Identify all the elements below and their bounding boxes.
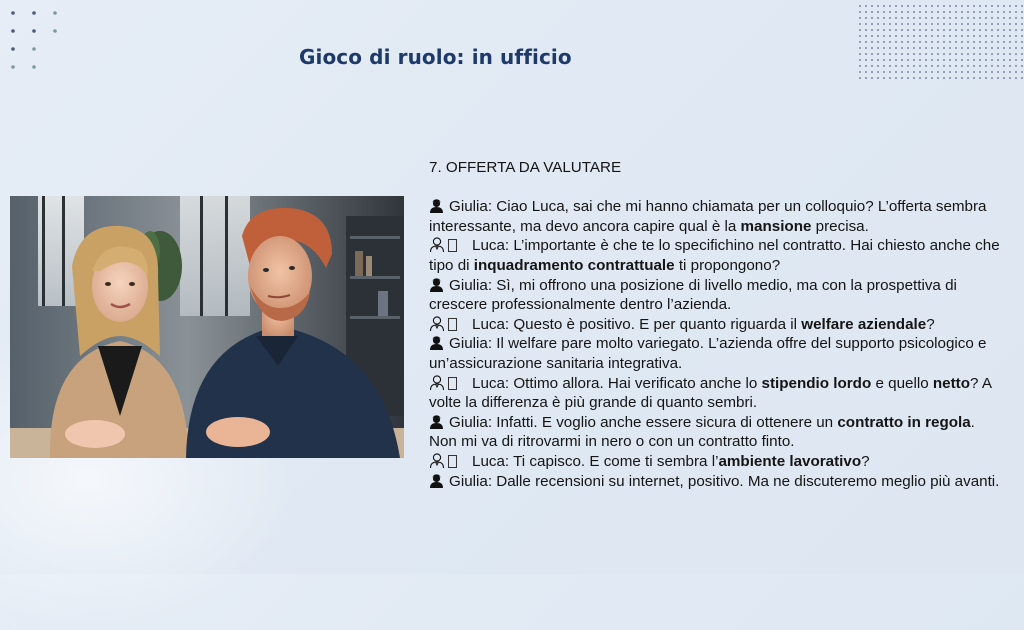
dialog-text: ? xyxy=(926,315,935,333)
dialog-text-box xyxy=(429,158,1004,491)
man-user-icon xyxy=(429,375,445,390)
dialog-text: Giulia: Dalle recensioni su internet, positivo. Ma ne discuteremo meglio più avanti. xyxy=(449,472,1000,490)
dialog-text: precisa. xyxy=(811,217,869,235)
dialog-text: e quello xyxy=(871,374,933,392)
dialog-heading: 7. OFFERTA DA VALUTARE xyxy=(429,159,622,176)
decorative-dots-left xyxy=(9,9,69,71)
man-user-icon xyxy=(429,316,445,331)
dialog-line-giulia xyxy=(429,472,1004,492)
dialog-line-giulia xyxy=(429,197,1004,236)
dialog-text: Giulia: Il welfare pare molto variegato. L’azienda offre del supporto psicologico e un’assicurazione sanitaria integrativa. xyxy=(429,335,987,372)
dialog-text: Giulia: Sì, mi offrono una posizione di livello medio, ma con la prospettiva di crescere professionalmente dentro l’azienda. xyxy=(429,276,957,314)
woman-user-icon xyxy=(429,336,444,350)
man-user-icon xyxy=(429,237,445,252)
dialog-text: ti propongono? xyxy=(674,256,781,274)
slide-title: Gioco di ruolo: in ufficio xyxy=(299,45,572,69)
dialog-line-giulia xyxy=(429,276,1004,315)
tofu-box-icon xyxy=(448,318,457,331)
dialog-keyword: contratto in regola xyxy=(837,413,971,431)
tofu-box-icon xyxy=(448,239,457,252)
woman-user-icon xyxy=(429,474,444,488)
woman-user-icon xyxy=(429,415,444,429)
dialog-line-giulia xyxy=(429,413,1004,452)
dialog-text: ? A volte la differenza è più grande di quanto sembri. xyxy=(429,374,992,412)
tofu-box-icon xyxy=(448,377,457,390)
woman-user-icon xyxy=(429,278,444,292)
dialog-keyword: mansione xyxy=(740,217,812,235)
woman-user-icon xyxy=(429,199,444,213)
dialog-line-luca xyxy=(429,452,1004,472)
dialog-text: . Non mi va di ritrovarmi in nero o con un contratto finto. xyxy=(429,413,975,451)
dialog-text: ? xyxy=(861,452,870,470)
dialog-keyword: netto xyxy=(932,374,970,392)
dialog-text: Luca: Ottimo allora. Hai verificato anche lo xyxy=(472,374,762,392)
dialog-keyword: ambiente lavorativo xyxy=(718,452,862,470)
dialog-keyword: inquadramento contrattuale xyxy=(473,256,675,274)
man-user-icon xyxy=(429,453,445,468)
dialog-text: Giulia: Ciao Luca, sai che mi hanno chiamata per un colloquio? L’offerta sembra interessante, ma devo ancora capire qual è la xyxy=(429,198,987,235)
dialog-line-luca xyxy=(429,315,1004,335)
photo-colleagues-office xyxy=(10,196,404,458)
dialog-keyword: stipendio lordo xyxy=(761,374,872,392)
dialog-text: Luca: L’importante è che te lo specifichino nel contratto. Hai chiesto anche che tipo di xyxy=(429,237,1000,274)
decorative-dot-grid-right xyxy=(858,4,1024,80)
tofu-box-icon xyxy=(448,455,457,468)
dialog-keyword: welfare aziendale xyxy=(801,315,927,333)
dialog-line-luca xyxy=(429,236,1004,275)
dialog-text: Luca: Questo è positivo. E per quanto riguarda il xyxy=(472,315,802,333)
dialog-line-luca xyxy=(429,374,1004,413)
dialog-text: Luca: Ti capisco. E come ti sembra l’ xyxy=(472,452,719,470)
dialog-text: Giulia: Infatti. E voglio anche essere sicura di ottenere un xyxy=(449,413,838,431)
dialog-line-giulia xyxy=(429,334,1004,373)
dialog-turns xyxy=(429,197,1004,491)
